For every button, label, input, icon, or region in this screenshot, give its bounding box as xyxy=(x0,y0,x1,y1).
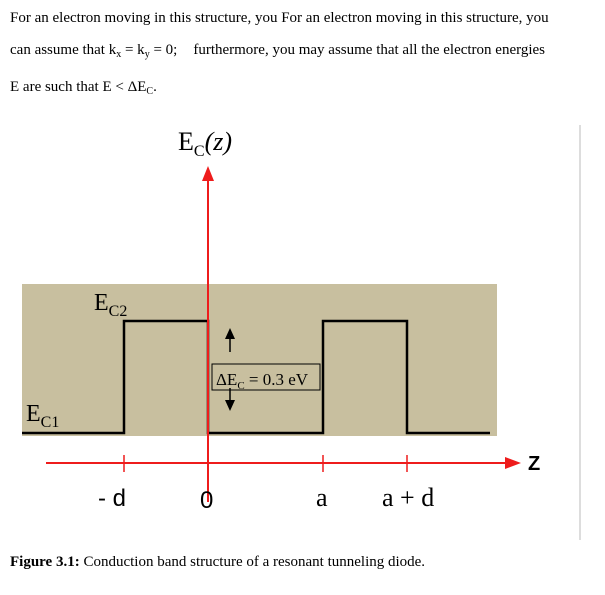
tick-label-a: a xyxy=(316,483,328,512)
tick-label-a-plus-d: a + d xyxy=(382,483,435,512)
ec2-label: $E_{C2}$ xyxy=(94,290,128,320)
tick-label-minus-d: - d xyxy=(98,485,127,512)
paragraph-line-3: E are such that $E < \Delta E_C$. xyxy=(10,79,157,97)
ec1-label: $E_{C1}$ xyxy=(26,401,60,431)
tick-label-zero: 0 xyxy=(200,487,214,514)
figure-caption xyxy=(10,554,425,571)
paragraph-line-1: For an electron moving in this structure, you For an electron moving in this structure, you xyxy=(10,10,549,26)
caption-label: Figure 3.1: xyxy=(10,554,80,570)
energy-axis-arrowhead xyxy=(202,166,214,181)
z-axis-arrowhead xyxy=(505,457,521,469)
x-axis-label: Z xyxy=(528,453,541,475)
paragraph-line-2: can assume that $k_x = k_y = 0$; furthermore, you may assume that all the electron energies xyxy=(10,42,546,60)
y-axis-label: $E_C(z)$ xyxy=(178,127,232,160)
delta-label: $\Delta E_C = 0.3$ eV xyxy=(216,370,309,392)
caption-text: Conduction band structure of a resonant tunneling diode. xyxy=(79,554,426,570)
